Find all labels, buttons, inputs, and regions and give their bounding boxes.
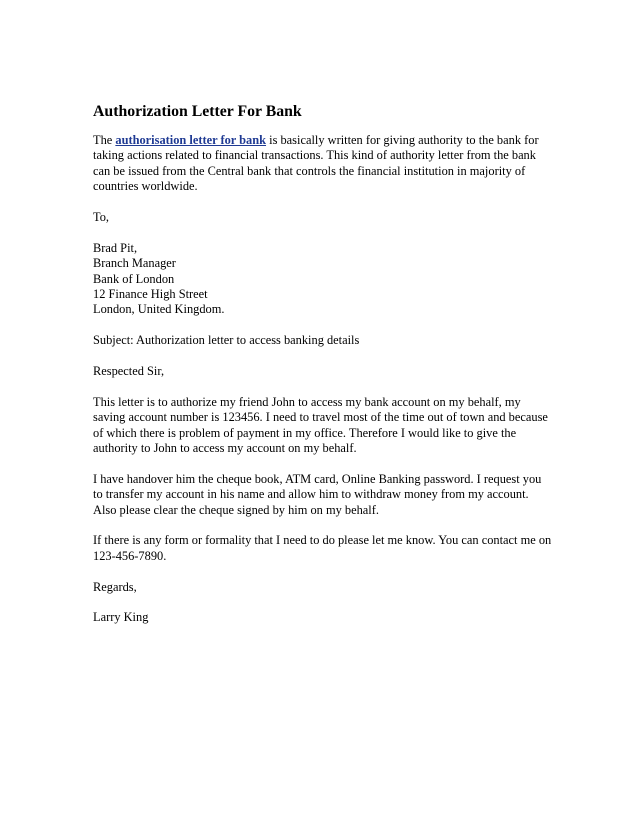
intro-paragraph: [93, 133, 553, 195]
letter-page: [93, 102, 553, 641]
recipient-name: Brad Pit,: [93, 240, 138, 255]
signature-name: Larry King: [93, 610, 149, 625]
authorisation-letter-link[interactable]: authorisation letter for bank: [115, 133, 267, 147]
body-paragraph-3: If there is any form or formality that I need to do please let me know. You can contact me on 123-456-7890.: [93, 533, 552, 563]
recipient-city: London, United Kingdom.: [93, 302, 225, 317]
recipient-address: [93, 241, 553, 318]
greeting: Respected Sir,: [93, 364, 165, 379]
intro-text-after: is basically written for giving authority to the bank for taking actions related to financial transactions. This kind of authority letter from the bank can be issued from the Central bank that controls the financial institution in majority of countries worldwide.: [93, 133, 539, 194]
recipient-street: 12 Finance High Street: [93, 287, 208, 302]
document-title: Authorization Letter For Bank: [93, 103, 302, 120]
body-paragraph-2: I have handover him the cheque book, ATM card, Online Banking password. I request you to transfer my account in his name and allow him to withdraw money from my account. Also please clear the cheque signed by him on my behalf.: [93, 471, 542, 517]
body-paragraph-1: This letter is to authorize my friend John to access my bank account on my behalf, my saving account number is 123456. I need to travel most of the time out of town and because of which there is problem of payment in my office. Therefore I would like to give the authority to John to access my account on my behalf.: [93, 394, 548, 456]
recipient-bank: Bank of London: [93, 271, 175, 286]
recipient-position: Branch Manager: [93, 256, 176, 271]
subject-line: Subject: Authorization letter to access banking details: [93, 333, 360, 348]
intro-text-before: The: [93, 133, 116, 147]
closing: Regards,: [93, 579, 137, 594]
salutation-to: To,: [93, 210, 109, 225]
